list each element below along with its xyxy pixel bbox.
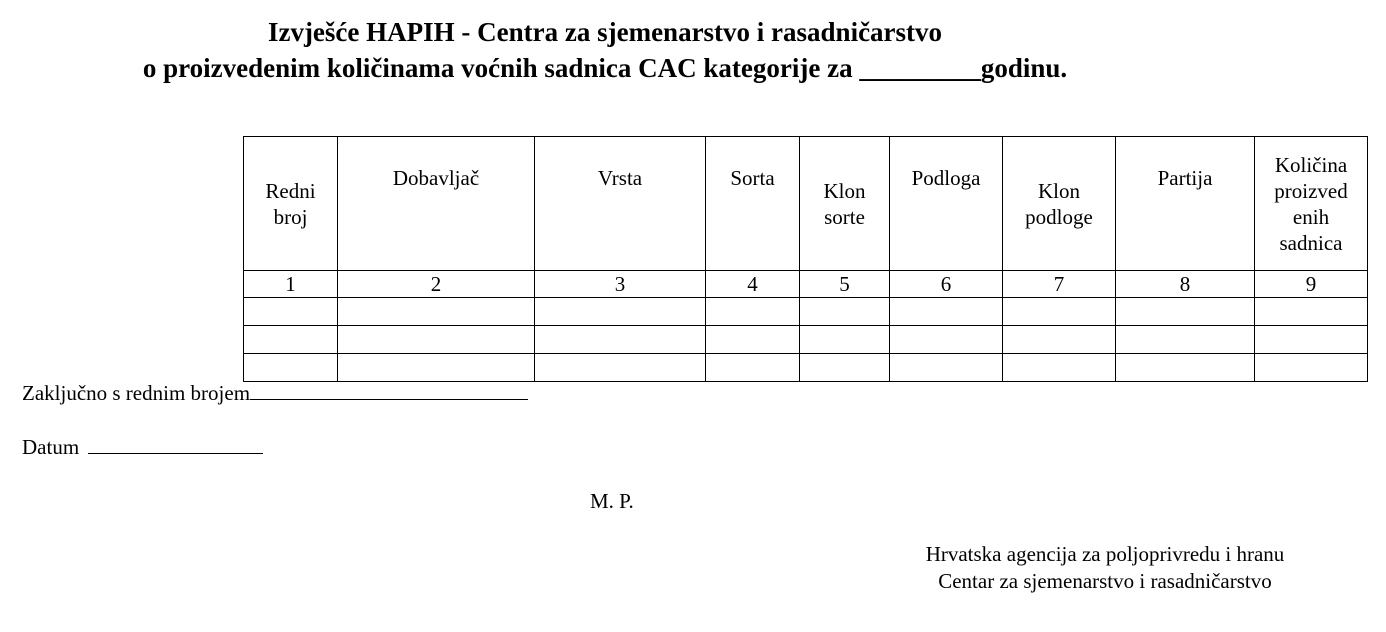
column-number: 8 [1116,271,1255,298]
header-line: Klon [823,178,866,203]
column-number: 9 [1255,271,1368,298]
report-title-line-2: o proizvedenim količinama voćnih sadnica CAC kategorije za _________godinu. [142,53,1068,83]
header-cell-podloga [890,137,1003,271]
closing-number-field [22,381,528,406]
table-row [244,354,1368,382]
table-cell[interactable] [535,354,706,382]
header-line: Količina [1274,152,1348,177]
header-cell-redni-broj [244,137,338,271]
table-cell[interactable] [1255,298,1368,326]
header-cell-klon-sorte [800,137,890,271]
column-number: 6 [890,271,1003,298]
column-number: 5 [800,271,890,298]
agency-signature [880,541,1330,595]
column-number: 7 [1003,271,1116,298]
header-line: broj [273,204,308,229]
table-cell[interactable] [338,326,535,354]
table-cell[interactable] [1255,326,1368,354]
table-header-row [244,137,1368,271]
table-row [244,298,1368,326]
column-number: 1 [244,271,338,298]
table-cell[interactable] [890,354,1003,382]
header-line: sadnica [1279,230,1343,255]
header-cell-partija [1116,137,1255,271]
header-line: podloge [1025,204,1093,229]
header-cell-klon-podloge [1003,137,1116,271]
table-cell[interactable] [890,326,1003,354]
seedlings-table [243,136,1368,382]
column-number: 2 [338,271,535,298]
date-field [22,435,263,460]
table-cell[interactable] [1116,298,1255,326]
table-cell[interactable] [800,326,890,354]
header-line: Partija [1157,166,1213,190]
table-row [244,326,1368,354]
header-line: Podloga [911,166,981,190]
table-cell[interactable] [1255,354,1368,382]
header-line: Dobavljač [392,166,480,190]
agency-center: Centar za sjemenarstvo i rasadničarstvo [938,569,1272,593]
table-cell[interactable] [535,326,706,354]
date-label: Datum [22,435,80,459]
header-line: enih [1292,204,1330,229]
table-cell[interactable] [244,354,338,382]
table-cell[interactable] [706,326,800,354]
table-cell[interactable] [244,298,338,326]
agency-name: Hrvatska agencija za poljoprivredu i hranu [925,542,1285,566]
header-line: Redni [265,178,316,203]
table-cell[interactable] [1116,354,1255,382]
header-line: Vrsta [597,166,643,190]
date-blank[interactable] [88,452,263,454]
column-number: 4 [706,271,800,298]
table-cell[interactable] [706,354,800,382]
column-number-row [244,271,1368,298]
header-cell-dobavljac [338,137,535,271]
table-cell[interactable] [535,298,706,326]
table-cell[interactable] [338,298,535,326]
closing-number-label: Zaključno s rednim brojem [22,381,251,405]
header-cell-kolicina [1255,137,1368,271]
table-cell[interactable] [244,326,338,354]
table-cell[interactable] [1116,326,1255,354]
closing-number-blank[interactable] [250,398,528,400]
stamp-placeholder: M. P. [590,489,634,513]
column-number: 3 [535,271,706,298]
table-cell[interactable] [800,298,890,326]
header-cell-sorta [706,137,800,271]
report-title [0,14,1386,86]
header-cell-vrsta [535,137,706,271]
table-cell[interactable] [338,354,535,382]
header-line: proizved [1274,178,1348,203]
table-cell[interactable] [800,354,890,382]
header-line: Sorta [730,166,775,190]
report-title-line-1: Izvješće HAPIH - Centra za sjemenarstvo i rasadničarstvo [267,17,943,47]
table-cell[interactable] [1003,354,1116,382]
header-line: Klon [1038,178,1080,203]
table-cell[interactable] [706,298,800,326]
table-cell[interactable] [1003,298,1116,326]
table-cell[interactable] [1003,326,1116,354]
table-cell[interactable] [890,298,1003,326]
header-line: sorte [824,204,865,229]
